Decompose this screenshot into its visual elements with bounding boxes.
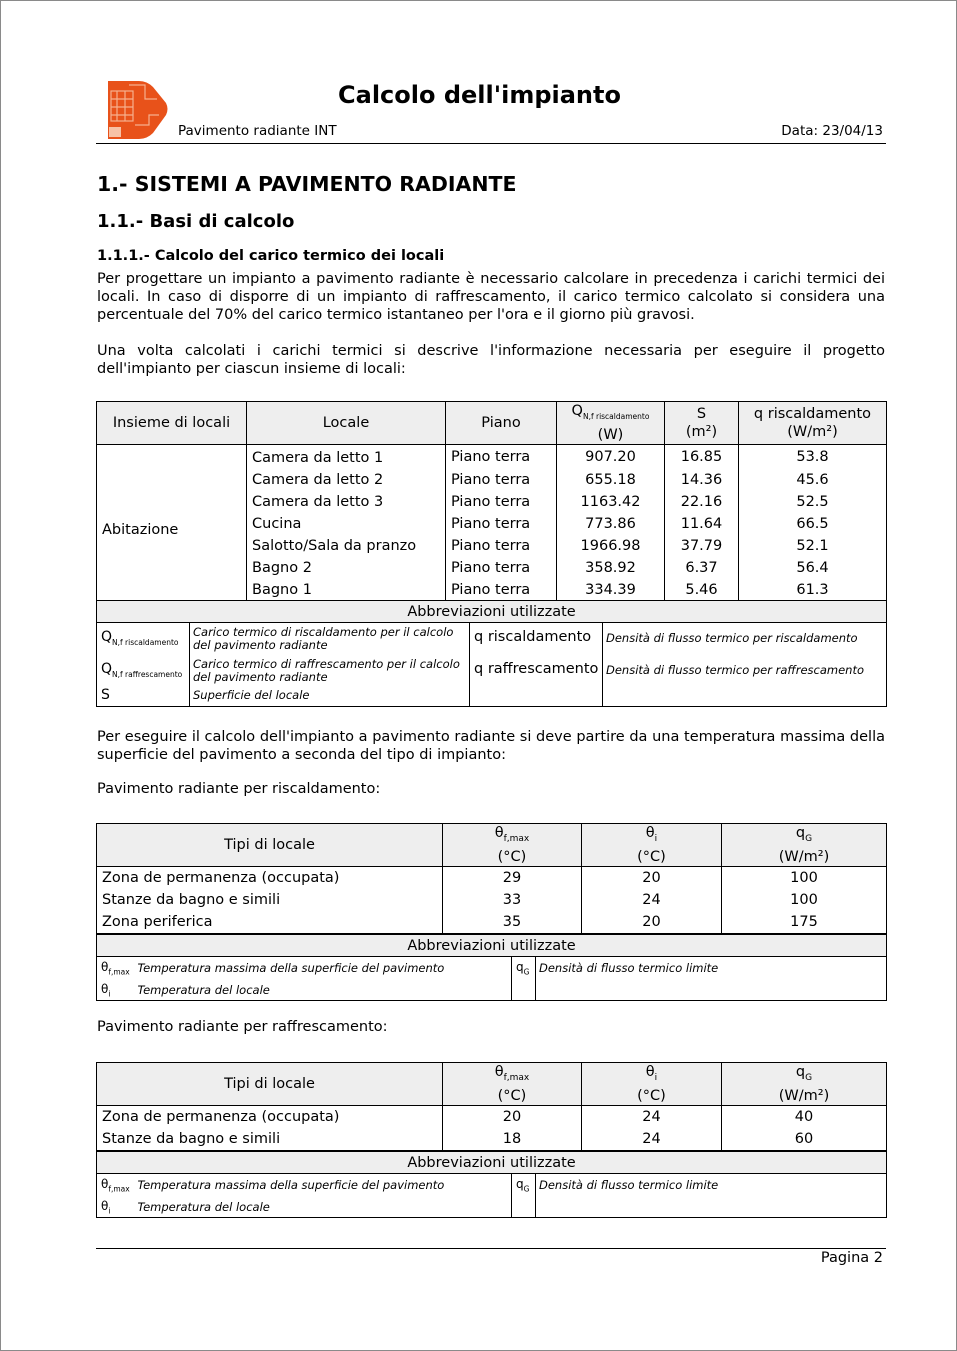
theta-i: 20 xyxy=(582,911,722,934)
heating-label: Pavimento radiante per riscaldamento: xyxy=(97,781,381,797)
abbr-symbol: $\theta_{f,max}$ xyxy=(101,960,130,977)
header-theta-fmax: $\theta_{f,max}$ (°C) xyxy=(443,824,582,867)
abbr-symbol: q riscaldamento xyxy=(470,623,603,655)
floor: Piano terra xyxy=(446,513,557,535)
room-name: Salotto/Sala da pranzo xyxy=(247,535,446,557)
heat-density: 61.3 xyxy=(739,579,887,602)
theta-i: 24 xyxy=(582,1128,722,1151)
description-paragraph: Una volta calcolati i carichi termici si descrive l'informazione necessaria per eseguire il progetto dell'impianto per ciascun insieme di locali: xyxy=(97,343,885,377)
header-qg: $q_G$ (W/m²) xyxy=(722,824,887,867)
heat-load: 907.20 xyxy=(557,444,665,469)
abbr-description: Superficie del locale xyxy=(190,687,470,707)
abbr-symbol: $\theta_i$ xyxy=(101,1198,111,1215)
company-logo xyxy=(105,79,169,141)
heat-density: 45.6 xyxy=(739,469,887,491)
theta-fmax: 18 xyxy=(443,1128,582,1151)
footer-divider xyxy=(96,1248,886,1249)
abbr-description: Temperatura del locale xyxy=(135,979,512,1001)
abbr-description: Temperatura massima della superficie del pavimento xyxy=(135,957,512,979)
qg: 100 xyxy=(722,889,887,911)
abbr-description: Temperatura del locale xyxy=(135,1196,512,1218)
cooling-floor-table xyxy=(96,1062,887,1151)
header-q-density: q riscaldamento (W/m²) xyxy=(739,402,887,445)
room-name: Bagno 2 xyxy=(247,557,446,579)
abbr-description: Densità di flusso termico limite xyxy=(539,961,719,975)
header-piano: Piano xyxy=(446,402,557,445)
abbreviations-title: Abbreviazioni utilizzate xyxy=(97,601,887,623)
abbr-symbol: $q_G$ xyxy=(512,1174,536,1218)
header-insieme: Insieme di locali xyxy=(97,402,247,445)
room-type: Stanze da bagno e simili xyxy=(97,1128,443,1151)
heat-load: 358.92 xyxy=(557,557,665,579)
abbr-symbol: q raffrescamento xyxy=(470,655,603,687)
qg: 40 xyxy=(722,1105,887,1128)
abbr-description: Carico termico di raffrescamento per il calcolo del pavimento radiante xyxy=(190,655,470,687)
page-title: Calcolo dell'impianto xyxy=(338,81,621,109)
abbr-symbol: $Q_{N,f raffrescamento}$ xyxy=(97,655,190,687)
abbr-description: Temperatura massima della superficie del pavimento xyxy=(135,1174,512,1196)
abbreviations-title: Abbreviazioni utilizzate xyxy=(97,935,887,957)
abbr-symbol: $Q_{N,f riscaldamento}$ xyxy=(97,623,190,655)
heat-load: 334.39 xyxy=(557,579,665,602)
qg: 100 xyxy=(722,866,887,889)
abbreviations-table xyxy=(96,934,887,1001)
heat-load: 655.18 xyxy=(557,469,665,491)
header-divider xyxy=(96,143,886,144)
header-qg: $q_G$ (W/m²) xyxy=(722,1063,887,1106)
room-name: Camera da letto 1 xyxy=(247,444,446,469)
table-row xyxy=(97,889,887,911)
table-row xyxy=(97,866,887,889)
table-header-row xyxy=(97,402,887,445)
room-name: Camera da letto 2 xyxy=(247,469,446,491)
floor: Piano terra xyxy=(446,491,557,513)
thermal-load-table xyxy=(96,401,887,602)
heating-floor-table xyxy=(96,823,887,934)
abbr-symbol: $\theta_i$ xyxy=(101,981,111,998)
abbreviations-title: Abbreviazioni utilizzate xyxy=(97,1152,887,1174)
theta-fmax: 33 xyxy=(443,889,582,911)
section-heading: 1.- SISTEMI A PAVIMENTO RADIANTE xyxy=(97,172,517,196)
header-room-type: Tipi di locale xyxy=(97,824,443,867)
floor: Piano terra xyxy=(446,444,557,469)
subsection-heading: 1.1.- Basi di calcolo xyxy=(97,211,295,232)
heat-load: 1163.42 xyxy=(557,491,665,513)
floor: Piano terra xyxy=(446,579,557,602)
header-room-type: Tipi di locale xyxy=(97,1063,443,1106)
abbr-description: Densità di flusso termico per raffrescamento xyxy=(606,662,864,677)
temperature-paragraph: Per eseguire il calcolo dell'impianto a pavimento radiante si deve partire da una temperatura massima della superficie del pavimento a seconda del tipo di impianto: xyxy=(97,729,885,763)
abbr-description: Densità di flusso termico per riscaldamento xyxy=(606,631,858,645)
heat-density: 53.8 xyxy=(739,444,887,469)
heat-density: 52.5 xyxy=(739,491,887,513)
project-name: Pavimento radiante INT xyxy=(178,123,337,139)
header-theta-i: $\theta_i$ (°C) xyxy=(582,1063,722,1106)
floor: Piano terra xyxy=(446,535,557,557)
cooling-label: Pavimento radiante per raffrescamento: xyxy=(97,1019,388,1035)
page-number: Pagina 2 xyxy=(820,1250,883,1266)
document-date: Data: 23/04/13 xyxy=(781,123,883,139)
group-name: Abitazione xyxy=(97,444,247,601)
qg: 60 xyxy=(722,1128,887,1151)
theta-fmax: 20 xyxy=(443,1105,582,1128)
floor: Piano terra xyxy=(446,557,557,579)
theta-i: 24 xyxy=(582,1105,722,1128)
table-row xyxy=(97,1105,887,1128)
surface: 14.36 xyxy=(665,469,739,491)
intro-paragraph: Per progettare un impianto a pavimento radiante è necessario calcolare in precedenza i carichi termici dei locali. In caso di disporre di un impianto di raffrescamento, il carico termico calcolato si considera una percentuale del 70% del carico termico istantaneo per l'ora e il giorno più gravosi. xyxy=(97,271,885,323)
surface: 37.79 xyxy=(665,535,739,557)
header-locale: Locale xyxy=(247,402,446,445)
abbr-description: Densità di flusso termico limite xyxy=(539,1178,719,1192)
table-row xyxy=(97,911,887,934)
surface: 11.64 xyxy=(665,513,739,535)
abbr-symbol: $\theta_{f,max}$ xyxy=(101,1177,130,1194)
room-name: Cucina xyxy=(247,513,446,535)
heat-load: 773.86 xyxy=(557,513,665,535)
heat-load: 1966.98 xyxy=(557,535,665,557)
surface: 5.46 xyxy=(665,579,739,602)
room-type: Zona de permanenza (occupata) xyxy=(97,1105,443,1128)
room-type: Zona periferica xyxy=(97,911,443,934)
theta-i: 20 xyxy=(582,866,722,889)
abbr-symbol: S xyxy=(97,687,190,707)
table-row xyxy=(97,444,887,469)
abbreviations-table xyxy=(96,1151,887,1218)
room-type: Stanze da bagno e simili xyxy=(97,889,443,911)
theta-i: 24 xyxy=(582,889,722,911)
header-q-heating: $Q_{N,f riscaldamento}$ (W) xyxy=(557,402,665,445)
floor: Piano terra xyxy=(446,469,557,491)
abbr-symbol: $q_G$ xyxy=(512,957,536,1001)
abbreviations-table xyxy=(96,600,887,707)
heat-density: 66.5 xyxy=(739,513,887,535)
abbr-description: Carico termico di riscaldamento per il calcolo del pavimento radiante xyxy=(190,623,470,655)
subsubsection-heading: 1.1.1.- Calcolo del carico termico dei locali xyxy=(97,248,445,264)
room-name: Camera da letto 3 xyxy=(247,491,446,513)
surface: 16.85 xyxy=(665,444,739,469)
theta-fmax: 35 xyxy=(443,911,582,934)
heat-density: 52.1 xyxy=(739,535,887,557)
surface: 6.37 xyxy=(665,557,739,579)
header-theta-i: $\theta_i$ (°C) xyxy=(582,824,722,867)
theta-fmax: 29 xyxy=(443,866,582,889)
surface: 22.16 xyxy=(665,491,739,513)
qg: 175 xyxy=(722,911,887,934)
room-type: Zona de permanenza (occupata) xyxy=(97,866,443,889)
table-row xyxy=(97,1128,887,1151)
heat-density: 56.4 xyxy=(739,557,887,579)
header-surface: S (m²) xyxy=(665,402,739,445)
header-theta-fmax: $\theta_{f,max}$ (°C) xyxy=(443,1063,582,1106)
room-name: Bagno 1 xyxy=(247,579,446,602)
